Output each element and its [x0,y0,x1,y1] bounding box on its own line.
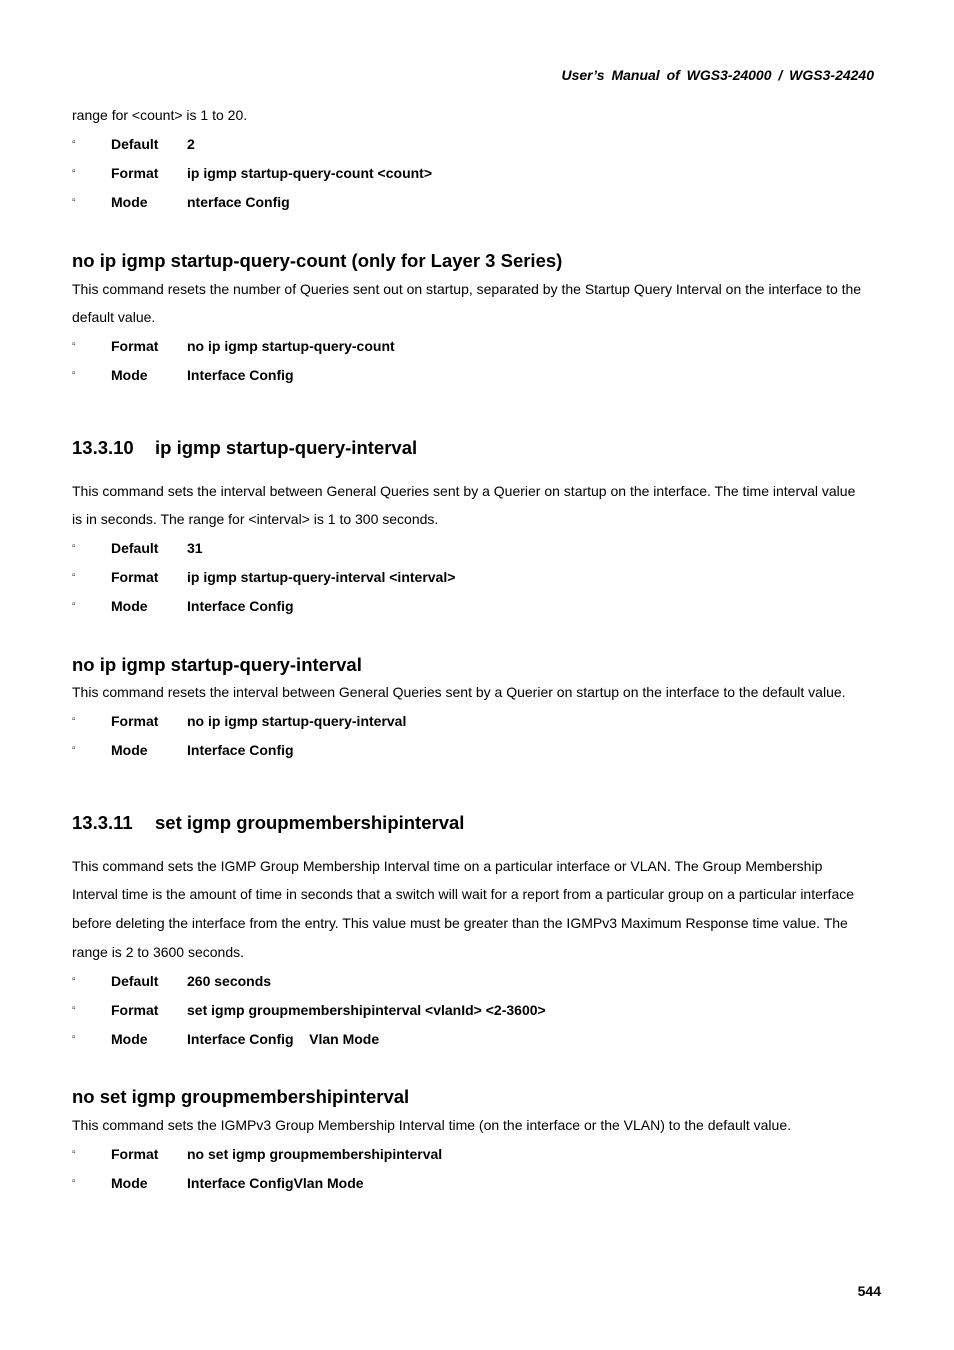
list-item [72,973,872,993]
bullet-icon: ▫ [72,1003,76,1014]
command-heading: no ip igmp startup-query-count (only for Layer 3 Series) [72,250,563,271]
bullet-icon: ▫ [72,368,76,379]
item-value: no ip igmp startup-query-interval [187,713,407,729]
list-item [72,1031,872,1051]
bullet-icon: ▫ [72,570,76,581]
item-key: Format [111,569,159,585]
item-value: Interface Config [187,742,294,758]
bullet-icon: ▫ [72,137,76,148]
section-heading [72,437,417,459]
item-value: ip igmp startup-query-interval <interval> [187,569,456,585]
item-key: Mode [111,742,148,758]
bullet-icon: ▫ [72,714,76,725]
item-value: no ip igmp startup-query-count [187,338,395,354]
command-description: This command resets the interval between General Queries sent by a Querier on startup on the interface to the default value. [72,684,846,700]
item-key: Default [111,136,159,152]
item-key: Format [111,1146,159,1162]
bullet-icon: ▫ [72,1176,76,1187]
item-key: Format [111,338,159,354]
section-description: This command sets the interval between General Queries sent by a Querier on startup on the interface. The time interval value [72,483,856,499]
command-description: This command resets the number of Queries sent out on startup, separated by the Startup Query Interval on the interface to the [72,281,862,297]
item-value: ip igmp startup-query-count <count> [187,165,433,181]
list-item [72,194,872,214]
intro-text: range for <count> is 1 to 20. [72,107,248,123]
page-number: 544 [857,1283,881,1299]
section-title: set igmp groupmembershipinterval [155,812,465,833]
item-value: Interface Config Vlan Mode [187,1031,380,1047]
list-item [72,136,872,156]
bullet-icon: ▫ [72,166,76,177]
item-key: Mode [111,1175,148,1191]
item-key: Default [111,540,159,556]
bullet-icon: ▫ [72,541,76,552]
item-key: Mode [111,194,148,210]
bullet-icon: ▫ [72,195,76,206]
item-value: Interface ConfigVlan Mode [187,1175,364,1191]
item-value: set igmp groupmembershipinterval <vlanId> <2-3600> [187,1002,546,1018]
list-item [72,1146,872,1166]
bullet-icon: ▫ [72,1032,76,1043]
item-value: no set igmp groupmembershipinterval [187,1146,443,1162]
list-item [72,742,872,762]
list-item [72,569,872,589]
command-description: default value. [72,309,156,325]
item-key: Format [111,713,159,729]
list-item [72,338,872,358]
item-key: Mode [111,598,148,614]
section-description: is in seconds. The range for <interval> is 1 to 300 seconds. [72,511,439,527]
section-description: This command sets the IGMP Group Membership Interval time on a particular interface or VLAN. The Group Membership [72,858,823,874]
bullet-icon: ▫ [72,974,76,985]
list-item [72,598,872,618]
bullet-icon: ▫ [72,599,76,610]
item-value: nterface Config [187,194,290,210]
section-description: range is 2 to 3600 seconds. [72,944,245,960]
list-item [72,540,872,560]
section-number: 13.3.10 [72,437,134,458]
section-heading [72,812,464,834]
list-item [72,713,872,733]
list-item [72,1175,872,1195]
bullet-icon: ▫ [72,1147,76,1158]
running-header: User’s Manual of WGS3-24000 / WGS3-24240 [561,67,874,83]
item-value: Interface Config [187,598,294,614]
item-value: 2 [187,136,195,152]
item-value: Interface Config [187,367,294,383]
command-heading: no set igmp groupmembershipinterval [72,1086,410,1107]
command-description: This command sets the IGMPv3 Group Membership Interval time (on the interface or the VLAN) to the default value. [72,1117,791,1133]
list-item [72,1002,872,1022]
item-key: Format [111,165,159,181]
item-value: 31 [187,540,203,556]
item-key: Mode [111,1031,148,1047]
item-key: Format [111,1002,159,1018]
section-title: ip igmp startup-query-interval [155,437,418,458]
section-description: before deleting the interface from the entry. This value must be greater than the IGMPv3 Maximum Response time value. The [72,915,848,931]
item-key: Mode [111,367,148,383]
item-key: Default [111,973,159,989]
command-heading: no ip igmp startup-query-interval [72,654,362,675]
bullet-icon: ▫ [72,339,76,350]
item-value: 260 seconds [187,973,272,989]
section-number: 13.3.11 [72,812,133,833]
section-description: Interval time is the amount of time in seconds that a switch will wait for a report from a particular group on a particular interface [72,886,855,902]
bullet-icon: ▫ [72,743,76,754]
list-item [72,367,872,387]
list-item [72,165,872,185]
